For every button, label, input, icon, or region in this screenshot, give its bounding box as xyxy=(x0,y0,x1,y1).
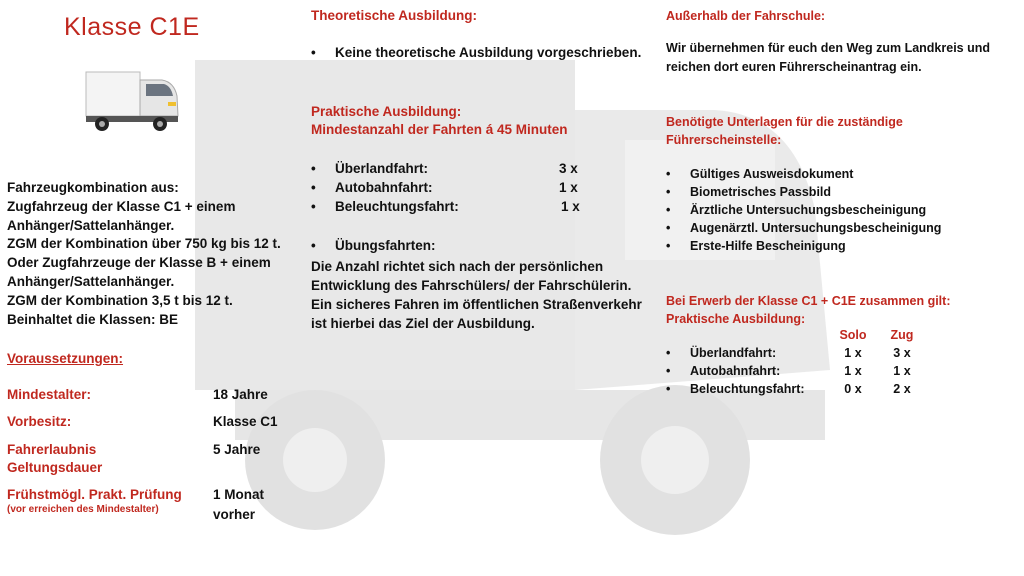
combined-row-solo: 1 x xyxy=(844,346,862,360)
prior-license-value: Klasse C1 xyxy=(213,414,278,429)
practical-heading: Praktische Ausbildung: xyxy=(311,104,462,119)
column-header-zug: Zug xyxy=(890,328,914,342)
practical-row-count: 1 x xyxy=(559,180,578,195)
practical-row xyxy=(311,160,581,179)
bullet-icon: • xyxy=(666,239,671,253)
bullet-icon: • xyxy=(666,221,671,235)
document-item-text: Gültiges Ausweisdokument xyxy=(690,167,854,181)
table-row xyxy=(666,382,966,400)
bullet-icon: • xyxy=(311,199,316,214)
practice-drives-text: Die Anzahl richtet sich nach der persönlichen Entwicklung des Fahrschülers/ der Fahrschülerin. Ein sicheres Fahren im öffentlichen Straßenverkehr ist hierbei das Ziel der Ausbildung. xyxy=(311,259,642,331)
practical-row-count: 3 x xyxy=(559,161,578,176)
combination-line: Anhänger/Sattelanhänger. xyxy=(7,273,175,289)
bullet-icon: • xyxy=(666,382,671,396)
combined-row-label: Beleuchtungsfahrt: xyxy=(690,382,805,396)
outside-heading: Außerhalb der Fahrschule: xyxy=(666,9,826,23)
practical-row xyxy=(311,198,586,217)
prior-license-label: Vorbesitz: xyxy=(7,414,72,429)
practical-row xyxy=(311,179,581,198)
bullet-icon: • xyxy=(311,45,316,60)
combined-row-solo: 0 x xyxy=(844,382,862,396)
bullet-icon: • xyxy=(666,203,671,217)
vehicle-combination-description xyxy=(7,179,307,329)
validity-value: 5 Jahre xyxy=(213,442,261,457)
combination-line: Zugfahrzeug der Klasse C1 + einem xyxy=(7,198,236,214)
outside-text: Wir übernehmen für euch den Weg zum Landkreis und reichen dort euren Führerscheinantrag ein. xyxy=(666,41,990,74)
combined-row-zug: 2 x xyxy=(893,382,911,396)
combined-heading: Bei Erwerb der Klasse C1 + C1E zusammen gilt: xyxy=(666,294,951,308)
bullet-icon: • xyxy=(311,161,316,176)
min-age-value: 18 Jahre xyxy=(213,387,268,402)
document-item-text: Biometrisches Passbild xyxy=(690,185,832,199)
practical-row-label: Überlandfahrt: xyxy=(335,161,429,176)
combined-row-label: Überlandfahrt: xyxy=(690,346,777,360)
combination-line: Fahrzeugkombination aus: xyxy=(7,180,179,195)
combined-row-solo: 1 x xyxy=(844,364,862,378)
bullet-icon: • xyxy=(666,364,671,378)
practical-subheading: Mindestanzahl der Fahrten á 45 Minuten xyxy=(311,122,568,137)
validity-label-line2: Geltungsdauer xyxy=(7,460,103,475)
combined-row-zug: 1 x xyxy=(893,364,911,378)
earliest-exam-value-line2: vorher xyxy=(213,507,256,522)
documents-heading: Benötigte Unterlagen für die zuständige xyxy=(666,115,903,129)
bullet-icon: • xyxy=(666,185,671,199)
combination-line: Beinhaltet die Klassen: BE xyxy=(7,311,179,327)
bullet-icon: • xyxy=(311,180,316,195)
practical-row-label: Autobahnfahrt: xyxy=(335,180,433,195)
earliest-exam-value-line1: 1 Monat xyxy=(213,487,265,502)
column-header-solo: Solo xyxy=(839,328,867,342)
theory-item xyxy=(311,44,641,63)
practical-row-label: Beleuchtungsfahrt: xyxy=(335,199,459,214)
list-item xyxy=(666,165,1016,183)
combined-row-zug: 3 x xyxy=(893,346,911,360)
requirements-heading: Voraussetzungen: xyxy=(7,351,124,366)
combination-line: ZGM der Kombination 3,5 t bis 12 t. xyxy=(7,292,233,308)
theory-item-text: Keine theoretische Ausbildung vorgeschrieben. xyxy=(335,45,642,60)
practice-drives-item xyxy=(311,237,436,256)
earliest-exam-note: (vor erreichen des Mindestalter) xyxy=(7,504,159,515)
table-row xyxy=(666,346,966,364)
combined-table-header xyxy=(0,328,1024,346)
practice-drives-label: Übungsfahrten: xyxy=(335,238,436,253)
document-item-text: Ärztliche Untersuchungsbescheinigung xyxy=(690,203,927,217)
theory-heading: Theoretische Ausbildung: xyxy=(311,8,478,23)
list-item xyxy=(666,201,1016,219)
bullet-icon: • xyxy=(311,238,316,253)
list-item xyxy=(666,183,1016,201)
document-item-text: Augenärztl. Untersuchungsbescheinigung xyxy=(690,221,942,235)
bullet-icon: • xyxy=(666,346,671,360)
combination-line: Anhänger/Sattelanhänger. xyxy=(7,217,175,233)
list-item xyxy=(666,237,1016,255)
min-age-label: Mindestalter: xyxy=(7,387,92,402)
earliest-exam-label: Frühstmögl. Prakt. Prüfung xyxy=(7,487,182,502)
documents-subheading: Führerscheinstelle: xyxy=(666,133,782,147)
combined-row-label: Autobahnfahrt: xyxy=(690,364,781,378)
table-row xyxy=(666,364,966,382)
validity-label-line1: Fahrerlaubnis xyxy=(7,442,97,457)
truck-icon xyxy=(82,66,182,132)
document-item-text: Erste-Hilfe Bescheinigung xyxy=(690,239,846,253)
list-item xyxy=(666,219,1016,237)
documents-list xyxy=(666,165,1016,255)
combination-line: ZGM der Kombination über 750 kg bis 12 t. xyxy=(7,236,281,252)
page-title: Klasse C1E xyxy=(64,13,200,41)
combined-subheading: Praktische Ausbildung: xyxy=(666,312,806,326)
bullet-icon: • xyxy=(666,167,671,181)
practical-row-count: 1 x xyxy=(561,199,580,214)
combination-line: Oder Zugfahrzeuge der Klasse B + einem xyxy=(7,255,271,271)
